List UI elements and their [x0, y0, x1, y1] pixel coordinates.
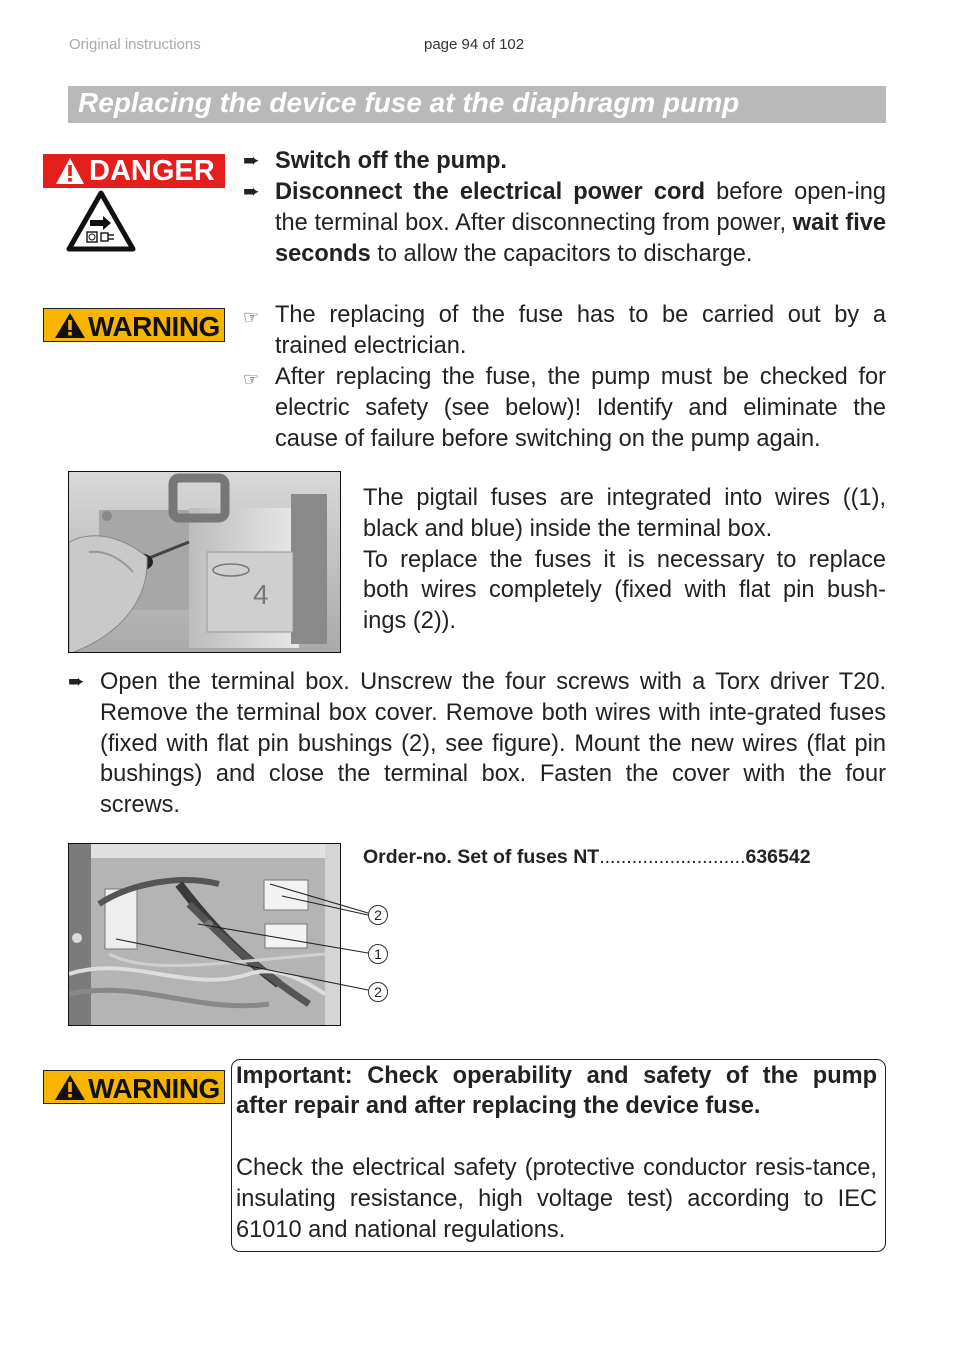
warning-label-2-text: WARNING: [88, 1073, 220, 1104]
figure-1-text-1: The pigtail fuses are integrated into wires ((1), black and blue) inside the terminal box.: [363, 485, 886, 542]
important-notice-box: [231, 1059, 886, 1252]
callout-2-bottom: 2: [368, 982, 388, 1002]
figure-1-text-2: To replace the fuses it is necessary to replace both wires completely (fixed with flat pin bush-ings (2)).: [363, 546, 886, 635]
danger-step-2-bold-2: wait five seconds: [275, 209, 886, 267]
arrow-right-icon: ➨: [243, 181, 260, 203]
figure-label-4: 4: [253, 579, 269, 610]
header-left: Original instructions: [69, 36, 201, 53]
arrow-right-icon: ➨: [68, 671, 85, 693]
order-label: Order-no. Set of fuses NT: [363, 846, 600, 868]
arrow-right-icon: ➨: [243, 150, 260, 172]
warning-label-2: [43, 1070, 225, 1104]
pointing-hand-icon: ☞: [243, 369, 260, 389]
warning-triangle-icon: [54, 1074, 86, 1101]
callout-2-top: 2: [368, 905, 388, 925]
order-dots: ...........................: [599, 846, 746, 868]
danger-label-text: DANGER: [89, 155, 215, 187]
danger-step-2-bold: Disconnect the electrical power cord: [275, 179, 705, 205]
callout-1: 1: [368, 944, 388, 964]
danger-step-1-text: Switch off the pump.: [275, 148, 507, 174]
page-number: page 94 of 102: [424, 36, 525, 53]
important-body: Check the electrical safety (protective conductor resis-tance, insulating resistance, high voltage test) according to IEC 61010 and national regulations.: [236, 1155, 877, 1243]
order-number: 636542: [745, 846, 811, 868]
warning-label-text: WARNING: [88, 311, 220, 342]
danger-step-2-text-2: to allow the capacitors to discharge.: [370, 240, 753, 267]
danger-step-2-text: before open-ing the terminal box. After disconnecting from power,: [275, 179, 886, 236]
warning-note-1-text: The replacing of the fuse has to be carried out by a trained electrician.: [275, 302, 886, 359]
order-number-line: [363, 846, 811, 869]
pointing-hand-icon: ☞: [243, 307, 260, 327]
warning-note-2-text: After replacing the fuse, the pump must be checked for electric safety (see below)! Identify and eliminate the cause of failure before switching on the pump again.: [275, 364, 886, 452]
important-heading: Important: Check operability and safety of the pump after repair and after replacing the device fuse.: [236, 1063, 877, 1119]
section-title: Replacing the device fuse at the diaphragm pump: [78, 87, 740, 118]
procedure-step-text: Open the terminal box. Unscrew the four screws with a Torx driver T20. Remove the terminal box cover. Remove both wires with inte-grated fuses (fixed with flat pin bushings (2), see figure). Mount the new wires (flat pin bushings) and close the terminal box. Fasten the cover with the four screws.: [100, 669, 886, 819]
